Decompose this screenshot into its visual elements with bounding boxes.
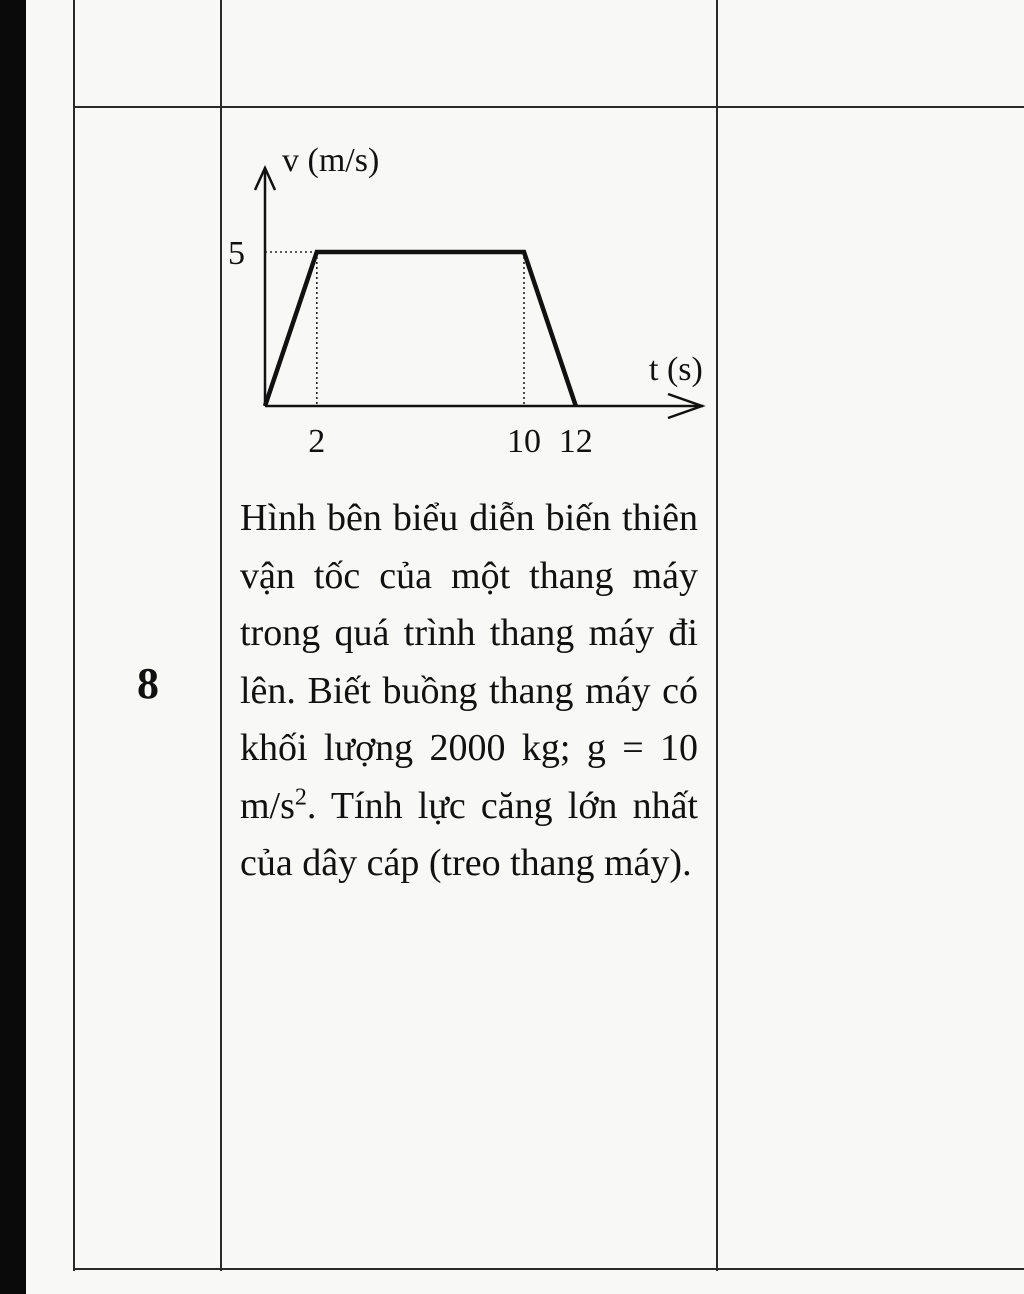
question-number: 8 xyxy=(137,659,159,708)
table-border-left xyxy=(73,0,75,1271)
chart-series xyxy=(265,252,576,406)
x-tick-label: 12 xyxy=(558,423,593,460)
x-tick-label: 10 xyxy=(507,423,541,460)
x-axis-label: t (s) xyxy=(649,351,703,388)
velocity-series-line xyxy=(265,252,576,406)
x-tick-label: 2 xyxy=(308,423,326,460)
problem-text-main: Hình bên biểu diễn biến thiên vận tốc của một thang máy trong quá trình thang máy đi lên. Biết buồng thang máy có khối lượng 2000 kg; g = 10 m/s xyxy=(240,497,698,827)
velocity-time-graph xyxy=(222,120,717,465)
problem-text-superscript: 2 xyxy=(294,783,307,810)
problem-text xyxy=(240,490,698,893)
y-tick-label: 5 xyxy=(228,235,245,272)
guide-lines xyxy=(265,252,524,406)
table-row-divider xyxy=(73,106,1024,108)
chart-axes xyxy=(255,168,703,418)
y-axis-label: v (m/s) xyxy=(282,142,380,179)
table-border-bottom xyxy=(73,1268,1024,1270)
page-left-edge xyxy=(0,0,26,1294)
problem-text-end: . Tính lực căng lớn nhất của dây cáp (treo thang máy). xyxy=(240,784,698,884)
